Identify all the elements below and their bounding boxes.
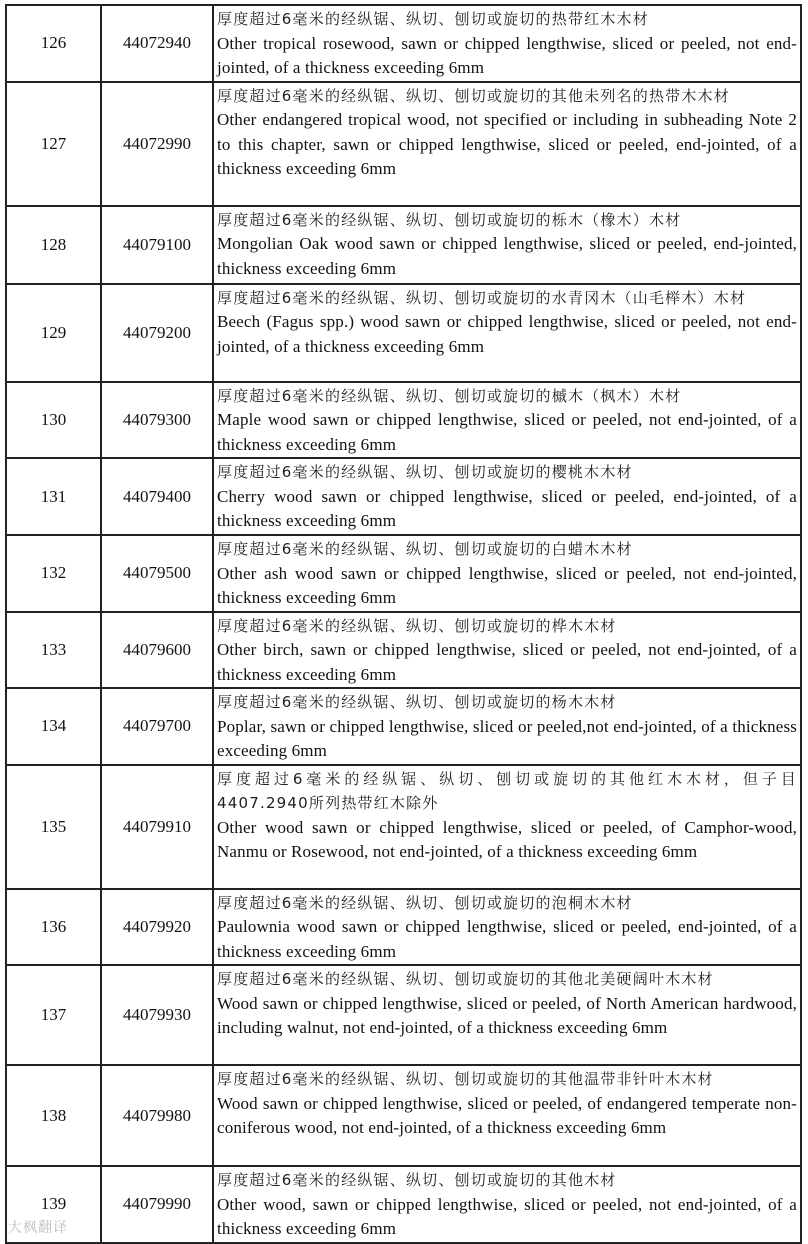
description-en: Wood sawn or chipped lengthwise, sliced or peeled, of endangered temperate non-coniferous wood, not end-jointed, of a thickness exceeding 6mm	[217, 1093, 797, 1137]
row-number: 129	[6, 284, 101, 382]
row-number: 134	[6, 688, 101, 765]
description-cell	[213, 5, 801, 82]
description-zh: 厚度超过6毫米的经纵锯、纵切、刨切或旋切的其他红木木材，但子目4407.2940所列热带红木除外	[217, 769, 797, 812]
hs-code: 44079300	[101, 382, 213, 459]
row-number: 133	[6, 612, 101, 689]
hs-code: 44079600	[101, 612, 213, 689]
table-row	[6, 612, 801, 689]
description-cell	[213, 382, 801, 459]
tariff-table	[5, 4, 802, 1244]
description-cell	[213, 458, 801, 535]
hs-code: 44079500	[101, 535, 213, 612]
row-number: 128	[6, 206, 101, 284]
table-row	[6, 284, 801, 382]
description-cell	[213, 765, 801, 889]
description-en: Mongolian Oak wood sawn or chipped lengthwise, sliced or peeled, end-jointed, thickness exceeding 6mm	[217, 234, 797, 278]
table-row	[6, 535, 801, 612]
description-zh: 厚度超过6毫米的经纵锯、纵切、刨切或旋切的槭木（枫木）木材	[217, 386, 682, 405]
table-row	[6, 206, 801, 284]
description-zh: 厚度超过6毫米的经纵锯、纵切、刨切或旋切的其他木材	[217, 1171, 617, 1189]
table-row	[6, 382, 801, 459]
description-cell	[213, 612, 801, 689]
description-cell	[213, 284, 801, 382]
hs-code: 44079200	[101, 284, 213, 382]
description-en: Other wood, sawn or chipped lengthwise, sliced or peeled, not end-jointed, of a thickness exceeding 6mm	[217, 1194, 797, 1238]
hs-code: 44072940	[101, 5, 213, 82]
table-row	[6, 458, 801, 535]
hs-code: 44079920	[101, 889, 213, 966]
watermark-text: 大枫翻译	[8, 1220, 68, 1236]
description-cell	[213, 206, 801, 284]
hs-code: 44072990	[101, 82, 213, 206]
row-number: 138	[6, 1065, 101, 1166]
row-number: 132	[6, 535, 101, 612]
description-zh: 厚度超过6毫米的经纵锯、纵切、刨切或旋切的其他未列名的热带木木材	[217, 86, 730, 105]
description-cell	[213, 889, 801, 966]
row-number: 135	[6, 765, 101, 889]
description-en: Beech (Fagus spp.) wood sawn or chipped lengthwise, sliced or peeled, not end-jointed, of a thickness exceeding 6mm	[217, 312, 797, 356]
row-number: 136	[6, 889, 101, 966]
table-row	[6, 688, 801, 765]
hs-code: 44079930	[101, 965, 213, 1065]
table-row	[6, 765, 801, 889]
row-number: 126	[6, 5, 101, 82]
description-zh: 厚度超过6毫米的经纵锯、纵切、刨切或旋切的其他温带非针叶木木材	[217, 1070, 714, 1088]
description-zh: 厚度超过6毫米的经纵锯、纵切、刨切或旋切的桦木木材	[217, 616, 617, 635]
hs-code: 44079100	[101, 206, 213, 284]
hs-code: 44079700	[101, 688, 213, 765]
row-number: 131	[6, 458, 101, 535]
description-en: Wood sawn or chipped lengthwise, sliced or peeled, of North American hardwood, including walnut, not end-jointed, of a thickness exceeding 6mm	[217, 993, 797, 1037]
table-row	[6, 1065, 801, 1166]
description-zh: 厚度超过6毫米的经纵锯、纵切、刨切或旋切的泡桐木木材	[217, 893, 633, 912]
hs-code: 44079990	[101, 1166, 213, 1243]
description-zh: 厚度超过6毫米的经纵锯、纵切、刨切或旋切的樱桃木木材	[217, 463, 633, 481]
row-number: 130	[6, 382, 101, 459]
hs-code: 44079980	[101, 1065, 213, 1166]
table-row	[6, 5, 801, 82]
description-cell	[213, 1065, 801, 1166]
description-en: Paulownia wood sawn or chipped lengthwise, sliced or peeled, end-jointed, of a thickness exceeding 6mm	[217, 917, 797, 961]
description-zh: 厚度超过6毫米的经纵锯、纵切、刨切或旋切的杨木木材	[217, 693, 617, 711]
description-zh: 厚度超过6毫米的经纵锯、纵切、刨切或旋切的热带红木木材	[217, 10, 649, 28]
description-cell	[213, 688, 801, 765]
row-number: 127	[6, 82, 101, 206]
description-en: Maple wood sawn or chipped lengthwise, sliced or peeled, not end-jointed, of a thickness exceeding 6mm	[217, 410, 797, 454]
row-number: 139	[6, 1166, 101, 1243]
hs-code: 44079910	[101, 765, 213, 889]
description-en: Poplar, sawn or chipped lengthwise, sliced or peeled,not end-jointed, of a thickness exceeding 6mm	[217, 716, 797, 760]
table-row	[6, 1166, 801, 1243]
description-cell	[213, 965, 801, 1065]
table-row	[6, 889, 801, 966]
description-cell	[213, 82, 801, 206]
table-row	[6, 965, 801, 1065]
row-number: 137	[6, 965, 101, 1065]
table-row	[6, 82, 801, 206]
description-en: Other endangered tropical wood, not specified or including in subheading Note 2 to this chapter, sawn or chipped lengthwise, sliced or peeled, end-jointed, of a thickness exceeding 6mm	[217, 110, 797, 178]
description-cell	[213, 1166, 801, 1243]
description-en: Other tropical rosewood, sawn or chipped lengthwise, sliced or peeled, not end-jointed, of a thickness exceeding 6mm	[217, 33, 797, 77]
description-cell	[213, 535, 801, 612]
description-en: Other birch, sawn or chipped lengthwise, sliced or peeled, not end-jointed, of a thickness exceeding 6mm	[217, 640, 797, 684]
description-zh: 厚度超过6毫米的经纵锯、纵切、刨切或旋切的白蜡木木材	[217, 540, 633, 558]
description-en: Cherry wood sawn or chipped lengthwise, sliced or peeled, end-jointed, of a thickness exceeding 6mm	[217, 486, 797, 530]
description-zh: 厚度超过6毫米的经纵锯、纵切、刨切或旋切的栎木（橡木）木材	[217, 210, 682, 229]
hs-code: 44079400	[101, 458, 213, 535]
description-zh: 厚度超过6毫米的经纵锯、纵切、刨切或旋切的水青冈木（山毛榉木）木材	[217, 288, 747, 307]
description-en: Other wood sawn or chipped lengthwise, sliced or peeled, of Camphor-wood, Nanmu or Rosewood, not end-jointed, of a thickness exceeding 6mm	[217, 817, 797, 861]
description-zh: 厚度超过6毫米的经纵锯、纵切、刨切或旋切的其他北美硬阔叶木木材	[217, 970, 714, 988]
description-en: Other ash wood sawn or chipped lengthwise, sliced or peeled, not end-jointed, thickness exceeding 6mm	[217, 563, 797, 607]
